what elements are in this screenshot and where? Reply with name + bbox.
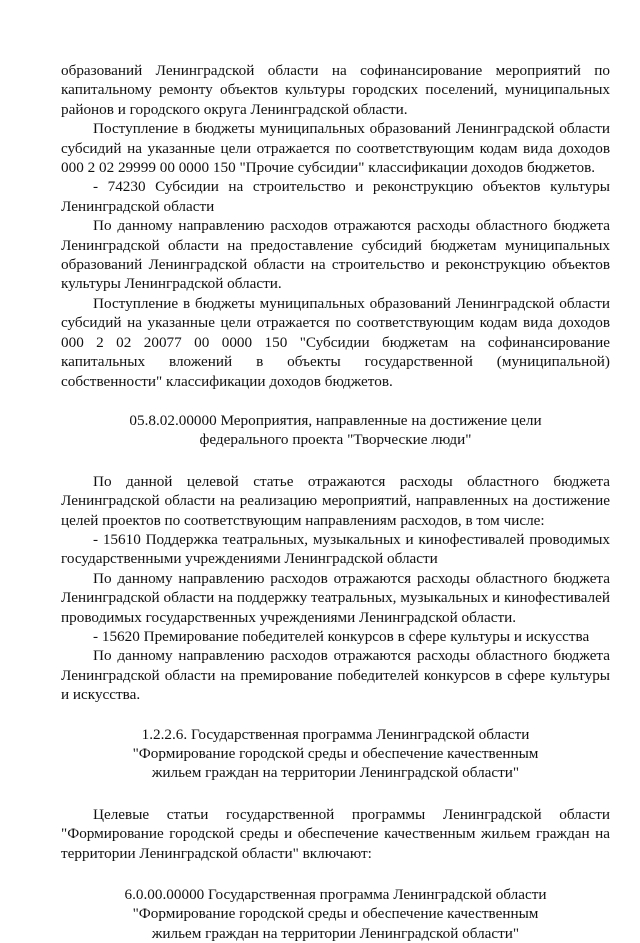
heading-line: "Формирование городской среды и обеспечение качественным bbox=[132, 745, 539, 762]
heading-line: 6.0.00.00000 Государственная программа Ленинградской области bbox=[124, 886, 547, 904]
heading-line: жильем граждан на территории Ленинградской области" bbox=[151, 764, 520, 782]
heading-line: "Формирование городской среды и обеспечение качественным bbox=[132, 905, 539, 923]
paragraph: По данному направлению расходов отражаются расходы областного бюджета Ленинградской области на премирование победителей конкурсов в сфере культуры и искусства. bbox=[61, 647, 610, 704]
paragraph: По данному направлению расходов отражаются расходы областного бюджета Ленинградской области на предоставление субсидий бюджетам муниципальных образований Ленинградской области на строительство и реконструкцию объектов культуры Ленинградской области. bbox=[61, 217, 610, 293]
paragraph: По данной целевой статье отражаются расходы областного бюджета Ленинградской области на реализацию мероприятий, направленных на достижение целей проектов по соответствующим направлениям расходов, в том числе: bbox=[61, 472, 610, 529]
paragraph: По данному направлению расходов отражаются расходы областного бюджета Ленинградской области на поддержку театральных, музыкальных и кинофестивалей проводимых государственных учреждениями Ленинградской области. bbox=[61, 569, 610, 626]
list-item: - 15610 Поддержка театральных, музыкальных и кинофестивалей проводимых государственными учреждениями Ленинградской области bbox=[61, 530, 610, 568]
section-heading bbox=[61, 725, 610, 783]
heading-line: федерального проекта "Творческие люди" bbox=[199, 431, 472, 449]
list-item: - 74230 Субсидии на строительство и реконструкцию объектов культуры Ленинградской области bbox=[61, 178, 610, 215]
paragraph: Целевые статьи государственной программы Ленинградской области "Формирование городской среды и обеспечение качественным жильем граждан на территории Ленинградской области" включают: bbox=[61, 805, 610, 862]
heading-line: 05.8.02.00000 Мероприятия, направленные на достижение цели bbox=[129, 411, 542, 429]
heading-line: 1.2.2.6. Государственная программа Ленинградской области bbox=[141, 725, 530, 743]
section-heading bbox=[61, 885, 610, 943]
section-heading bbox=[61, 411, 610, 450]
heading-line: жильем граждан на территории Ленинградской области" bbox=[151, 924, 520, 942]
list-item: - 15620 Премирование победителей конкурсов в сфере культуры и искусства bbox=[93, 627, 590, 645]
paragraph: Поступление в бюджеты муниципальных образований Ленинградской области субсидий на указанные цели отражается по соответствующим кодам вида доходов 000 2 02 20077 00 0000 150 "Субсидии бюджетам на софинансирование капитальных вложений в объекты государственной (муниципальной) собственности" классификации доходов бюджетов. bbox=[61, 294, 610, 390]
paragraph: Поступление в бюджеты муниципальных образований Ленинградской области субсидий на указанные цели отражается по соответствующим кодам вида доходов 000 2 02 29999 00 0000 150 "Прочие субсидии" классификации доходов бюджетов. bbox=[61, 120, 610, 177]
paragraph: образований Ленинградской области на софинансирование мероприятий по капитальному ремонту объектов культуры городских поселений, муниципальных районов и городского округа Ленинградской области. bbox=[61, 62, 610, 118]
